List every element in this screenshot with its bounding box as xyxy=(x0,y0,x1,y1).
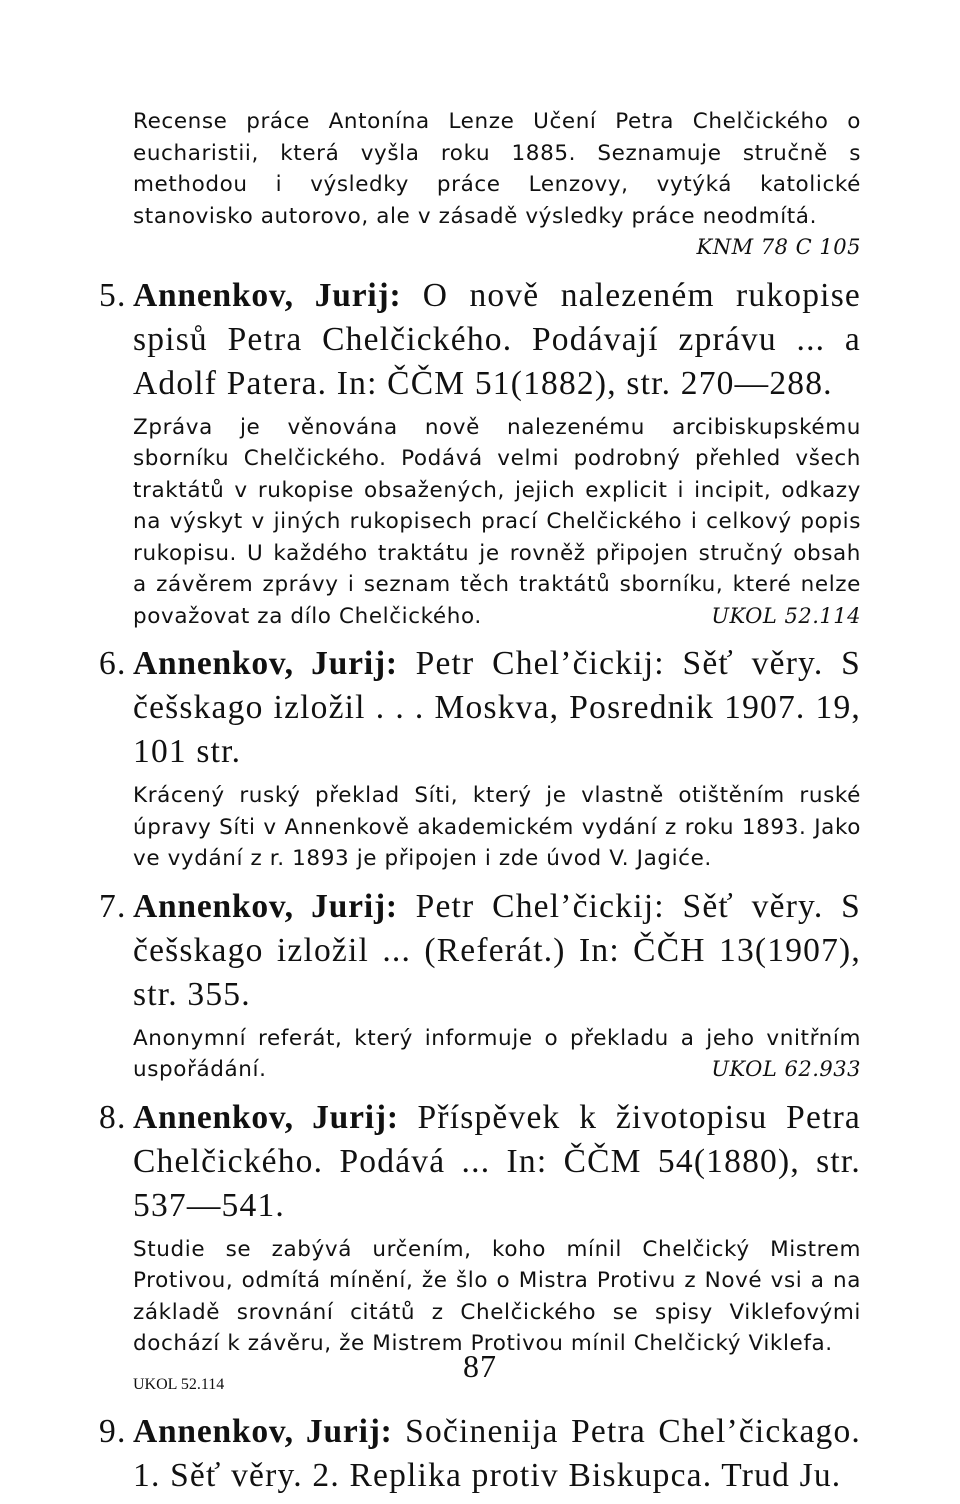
intro-annotation xyxy=(133,106,861,259)
entry-annotation xyxy=(133,1023,861,1086)
entry-title: Petr Chel’čickij: Sěť věry. S češskago izložil . . . Moskva, Posrednik 1907. 19, 101 str. xyxy=(133,645,862,770)
entry-annotation-text: Zpráva je věnována nově nalezenému arcibiskupskému sborníku Chelčického. Podává velmi podrobný přehled všech traktátů v rukopise obsažených, jejich explicit i incipit, odkazy na výskyt v jiných rukopisech prací Chelčického i celkový popis rukopisu. U každého traktátu je rovněž připojen stručný obsah a závěrem zprávy i seznam těch traktátů sborníku, které nelze považovat za dílo Chelčického. xyxy=(133,414,861,629)
entry-title: Příspěvek k životopisu Petra Chelčického. Podává ... In: ČČM 54(1880), str. 537—541. xyxy=(133,1098,862,1224)
entry-signature: UKOL 52.114 xyxy=(133,1375,225,1393)
entry-5 xyxy=(99,274,861,633)
entry-annotation xyxy=(133,780,861,875)
entry-signature: UKOL 62.933 xyxy=(711,1057,861,1081)
entry-heading xyxy=(99,1410,861,1498)
entry-heading xyxy=(99,274,861,406)
entry-author: Annenkov, Jurij: xyxy=(133,887,398,925)
entry-number: 5. xyxy=(99,276,127,314)
entry-author: Annenkov, Jurij: xyxy=(133,645,398,682)
entry-title: Petr Chel’čickij: Sěť věry. S češskago izložil ... (Referát.) In: ČČH 13(1907), str. 355. xyxy=(133,887,862,1013)
entry-heading xyxy=(99,1096,862,1228)
page-body xyxy=(99,106,862,1504)
page-number: 87 xyxy=(463,1348,497,1384)
intro-signature: KNM 78 C 105 xyxy=(696,235,861,259)
entry-author: Annenkov, Jurij: xyxy=(133,1098,399,1136)
entry-number: 6. xyxy=(99,645,127,682)
intro-text: Recense práce Antonína Lenze Učení Petra Chelčického o eucharistii, která vyšla roku 1885. Seznamuje stručně s methodou i výsledky práce Lenzovy, vytýká katolické stanovisko autorovo, ale v zásadě výsledky práce neodmítá. xyxy=(133,109,861,229)
entry-title: Sočinenija Petra Chel’čickago. 1. Sěť věry. 2. Replika protiv Biskupca. Trud Ju. xyxy=(133,1412,861,1494)
entry-7 xyxy=(99,885,862,1086)
entry-author: Annenkov, Jurij: xyxy=(133,276,402,314)
entry-number: 8. xyxy=(99,1098,127,1136)
entry-annotation xyxy=(133,1234,861,1360)
entry-author: Annenkov, Jurij: xyxy=(133,1412,393,1450)
entry-title: O nově nalezeném rukopise spisů Petra Chelčického. Podávají zprávu ... a Adolf Patera. In: ČČM 51(1882), str. 270—288. xyxy=(133,276,861,402)
entry-annotation xyxy=(133,412,861,633)
entry-annotation-text: Anonymní referát, který informuje o překladu a jeho vnitřním uspořádání. xyxy=(133,1025,861,1082)
entry-number: 9. xyxy=(99,1412,127,1450)
entry-9 xyxy=(99,1410,861,1498)
entry-6 xyxy=(99,642,862,875)
entry-heading xyxy=(99,642,862,774)
entry-number: 7. xyxy=(99,887,127,925)
entry-signature: UKOL 52.114 xyxy=(711,603,861,628)
entry-annotation-text: Krácený ruský překlad Síti, který je vlastně otištěním ruské úpravy Síti v Annenkově akademickém vydání z roku 1893. Jako ve vydání z r. 1893 je připojen i zde úvod V. Jagiće. xyxy=(133,783,861,871)
entry-heading xyxy=(99,885,862,1017)
entry-annotation-text: Studie se zabývá určením, koho mínil Chelčický Mistrem Protivou, odmítá mínění, že šlo o Mistra Protivu z Nové vsi a na základě srovnání citátů z Chelčického se spisy Viklefovými dochází k závěru, že Mistrem Protivou mínil Chelčický Viklefa. xyxy=(133,1236,861,1356)
